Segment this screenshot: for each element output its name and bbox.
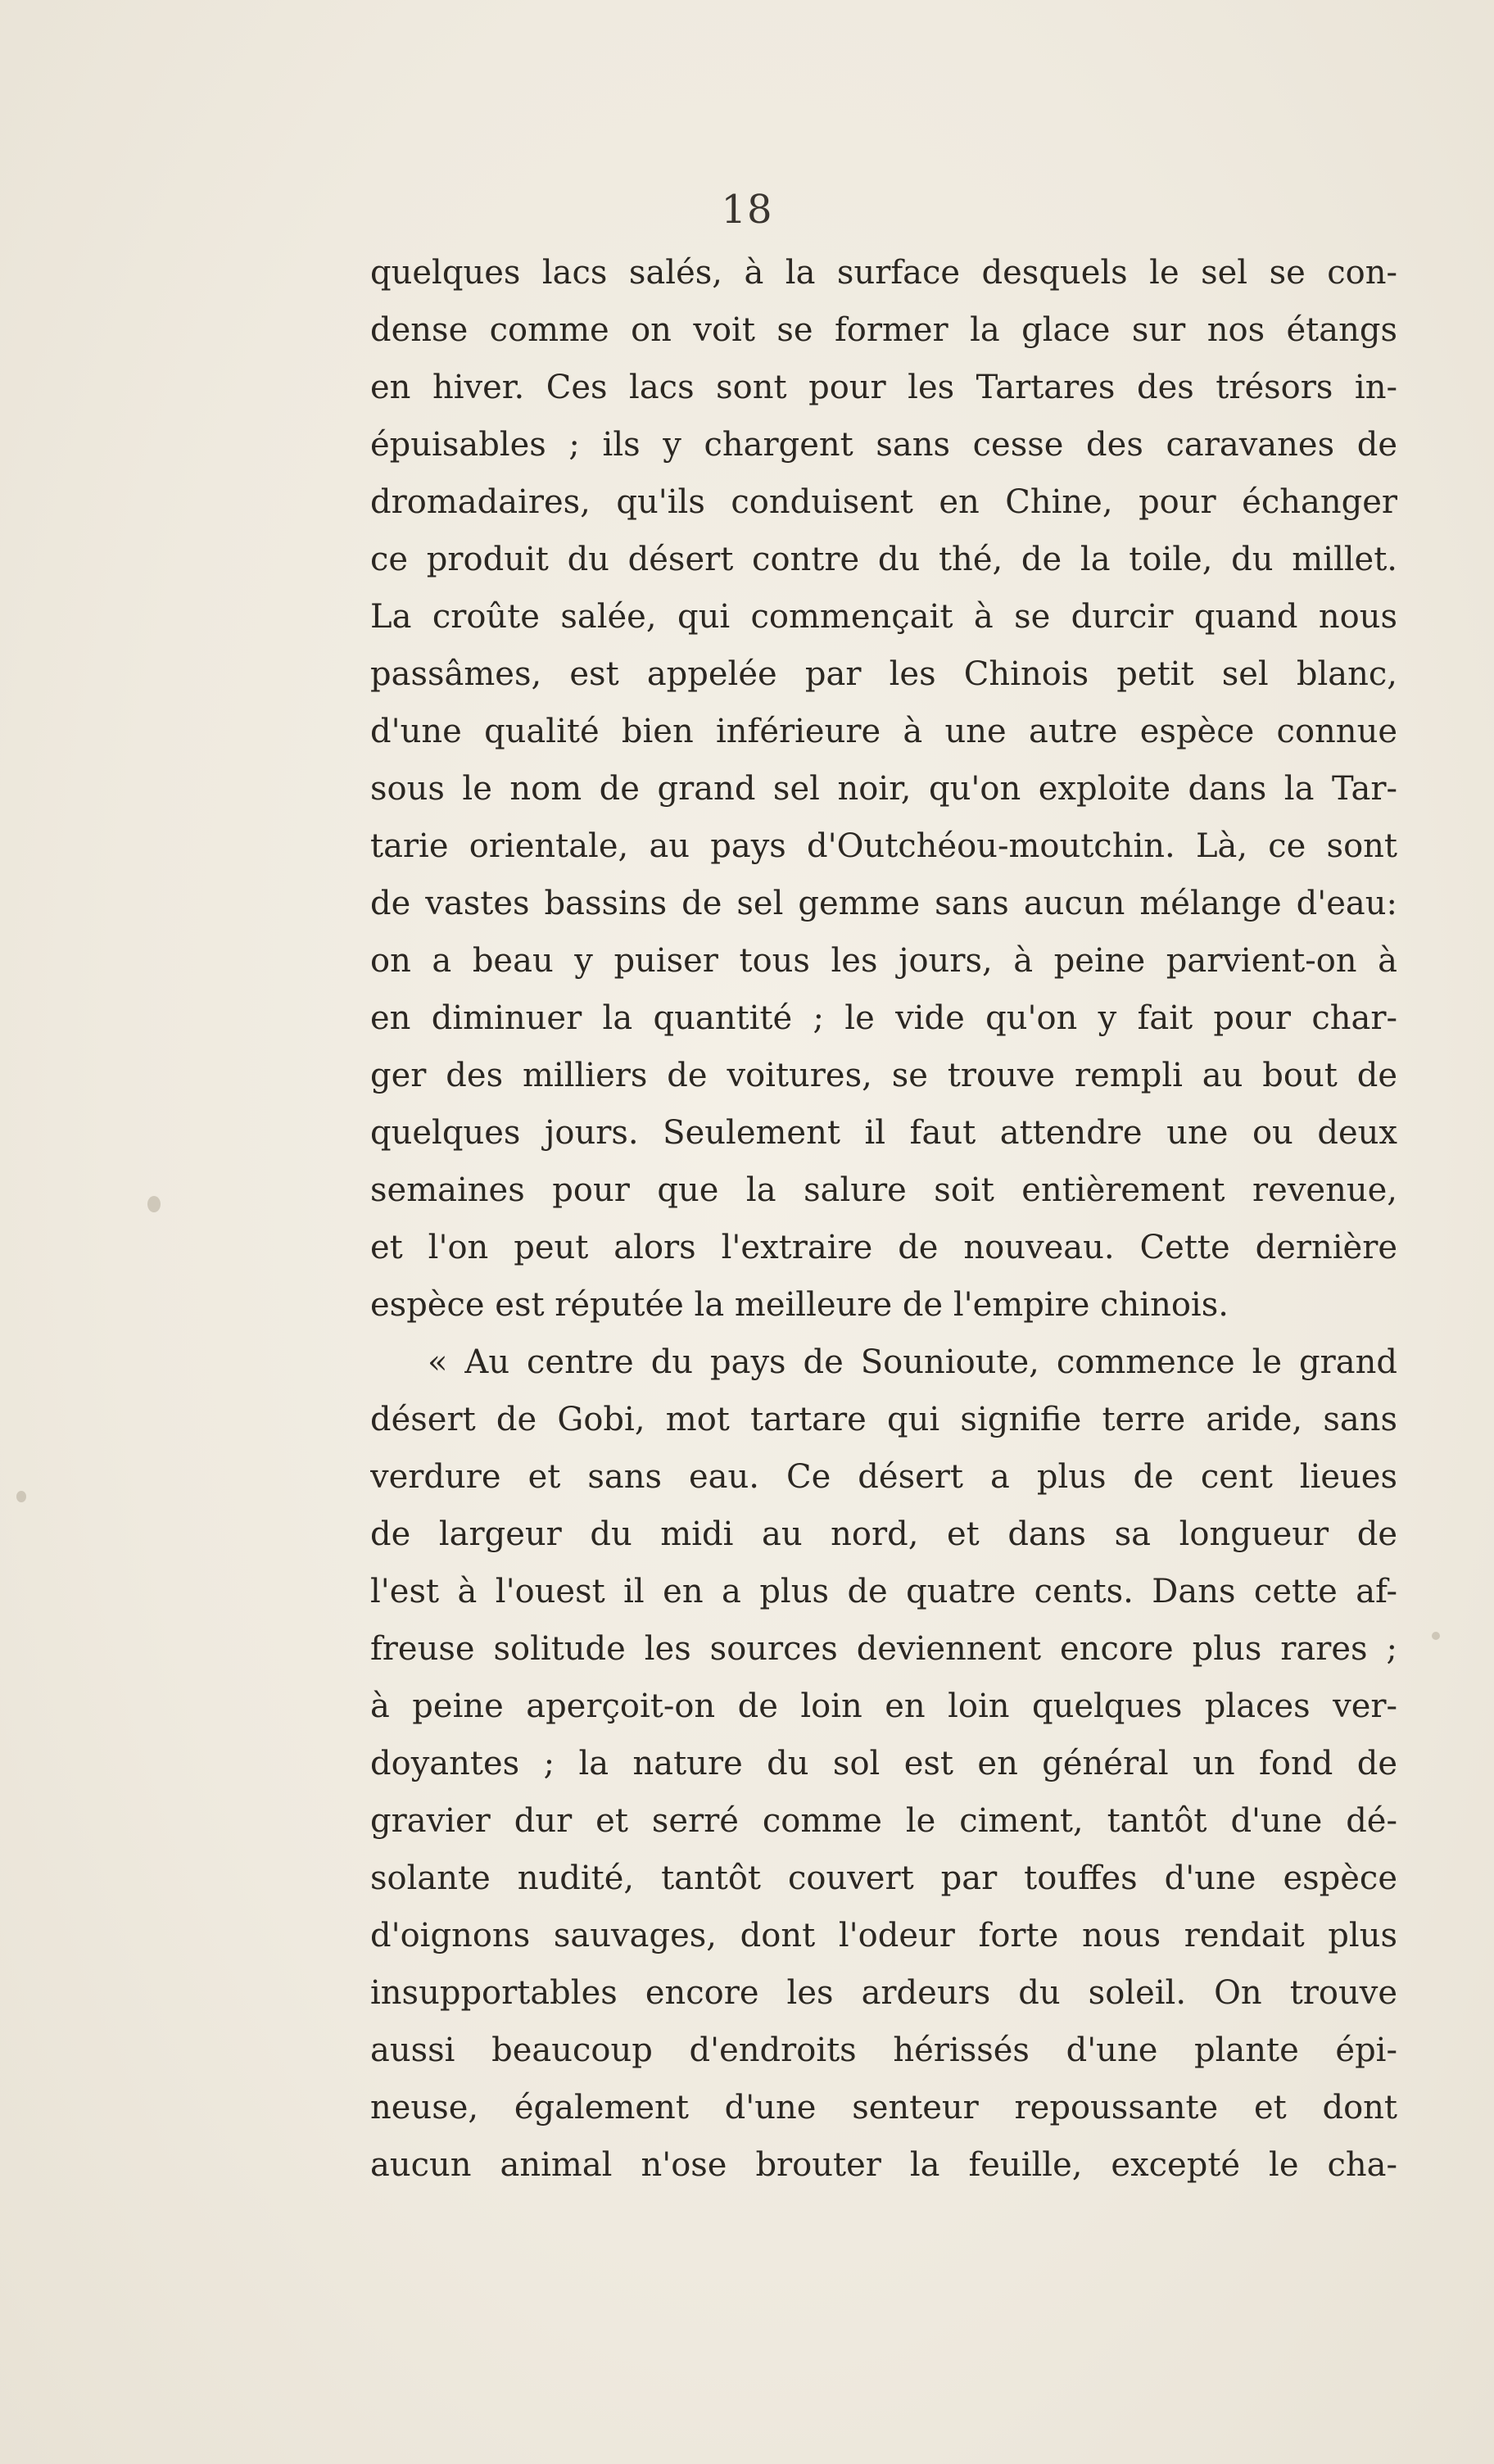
paragraph-start-line: « Au centre du pays de Sounioute, commence le grand bbox=[428, 1343, 1397, 1381]
text-line: freuse solitude les sources deviennent encore plus rares ; bbox=[370, 1630, 1397, 1668]
text-line: quelques jours. Seulement il faut attendre une ou deux bbox=[370, 1114, 1397, 1152]
text-line: épuisables ; ils y chargent sans cesse des caravanes de bbox=[370, 426, 1397, 464]
text-line: doyantes ; la nature du sol est en général un fond de bbox=[370, 1745, 1397, 1782]
text-line: en diminuer la quantité ; le vide qu'on y fait pour char- bbox=[370, 999, 1397, 1037]
text-line: gravier dur et serré comme le ciment, tantôt d'une dé- bbox=[370, 1802, 1397, 1840]
text-line: et l'on peut alors l'extraire de nouveau. Cette dernière bbox=[370, 1229, 1397, 1266]
text-line: à peine aperçoit-on de loin en loin quelques places ver- bbox=[370, 1687, 1397, 1725]
text-line: passâmes, est appelée par les Chinois petit sel blanc, bbox=[370, 655, 1397, 693]
text-line: dromadaires, qu'ils conduisent en Chine, pour échanger bbox=[370, 483, 1397, 521]
page-number: 18 bbox=[721, 187, 773, 233]
paper-speck bbox=[16, 1491, 26, 1502]
paper-speck bbox=[1432, 1632, 1440, 1640]
text-line: d'une qualité bien inférieure à une autre espèce connue bbox=[370, 713, 1397, 750]
text-line: verdure et sans eau. Ce désert a plus de cent lieues bbox=[370, 1458, 1397, 1496]
text-line: de vastes bassins de sel gemme sans aucun mélange d'eau: bbox=[370, 885, 1397, 922]
text-line: de largeur du midi au nord, et dans sa longueur de bbox=[370, 1515, 1397, 1553]
text-line: en hiver. Ces lacs sont pour les Tartares des trésors in- bbox=[370, 369, 1397, 406]
paragraph-end-line: espèce est réputée la meilleure de l'empire chinois. bbox=[370, 1286, 1229, 1324]
text-line: neuse, également d'une senteur repoussante et dont bbox=[370, 2089, 1397, 2127]
text-line: quelques lacs salés, à la surface desquels le sel se con- bbox=[370, 254, 1397, 292]
text-line: dense comme on voit se former la glace sur nos étangs bbox=[370, 311, 1397, 349]
text-line: désert de Gobi, mot tartare qui signifie terre aride, sans bbox=[370, 1401, 1397, 1438]
body-text bbox=[370, 244, 1397, 2194]
text-line: semaines pour que la salure soit entièrement revenue, bbox=[370, 1171, 1397, 1209]
text-line: on a beau y puiser tous les jours, à peine parvient-on à bbox=[370, 942, 1397, 980]
text-line: ger des milliers de voitures, se trouve rempli au bout de bbox=[370, 1057, 1397, 1094]
text-line: sous le nom de grand sel noir, qu'on exploite dans la Tar- bbox=[370, 770, 1397, 808]
text-line: aucun animal n'ose brouter la feuille, excepté le cha- bbox=[370, 2146, 1397, 2184]
text-line: d'oignons sauvages, dont l'odeur forte nous rendait plus bbox=[370, 1917, 1397, 1954]
text-line: aussi beaucoup d'endroits hérissés d'une plante épi- bbox=[370, 2031, 1397, 2069]
text-line: insupportables encore les ardeurs du soleil. On trouve bbox=[370, 1974, 1397, 2012]
text-line: La croûte salée, qui commençait à se durcir quand nous bbox=[370, 598, 1397, 636]
text-line: ce produit du désert contre du thé, de la toile, du millet. bbox=[370, 541, 1397, 578]
text-line: l'est à l'ouest il en a plus de quatre cents. Dans cette af- bbox=[370, 1573, 1397, 1610]
text-line: solante nudité, tantôt couvert par touffes d'une espèce bbox=[370, 1859, 1397, 1897]
paper-speck bbox=[147, 1196, 161, 1212]
text-line: tarie orientale, au pays d'Outchéou-moutchin. Là, ce sont bbox=[370, 827, 1397, 865]
